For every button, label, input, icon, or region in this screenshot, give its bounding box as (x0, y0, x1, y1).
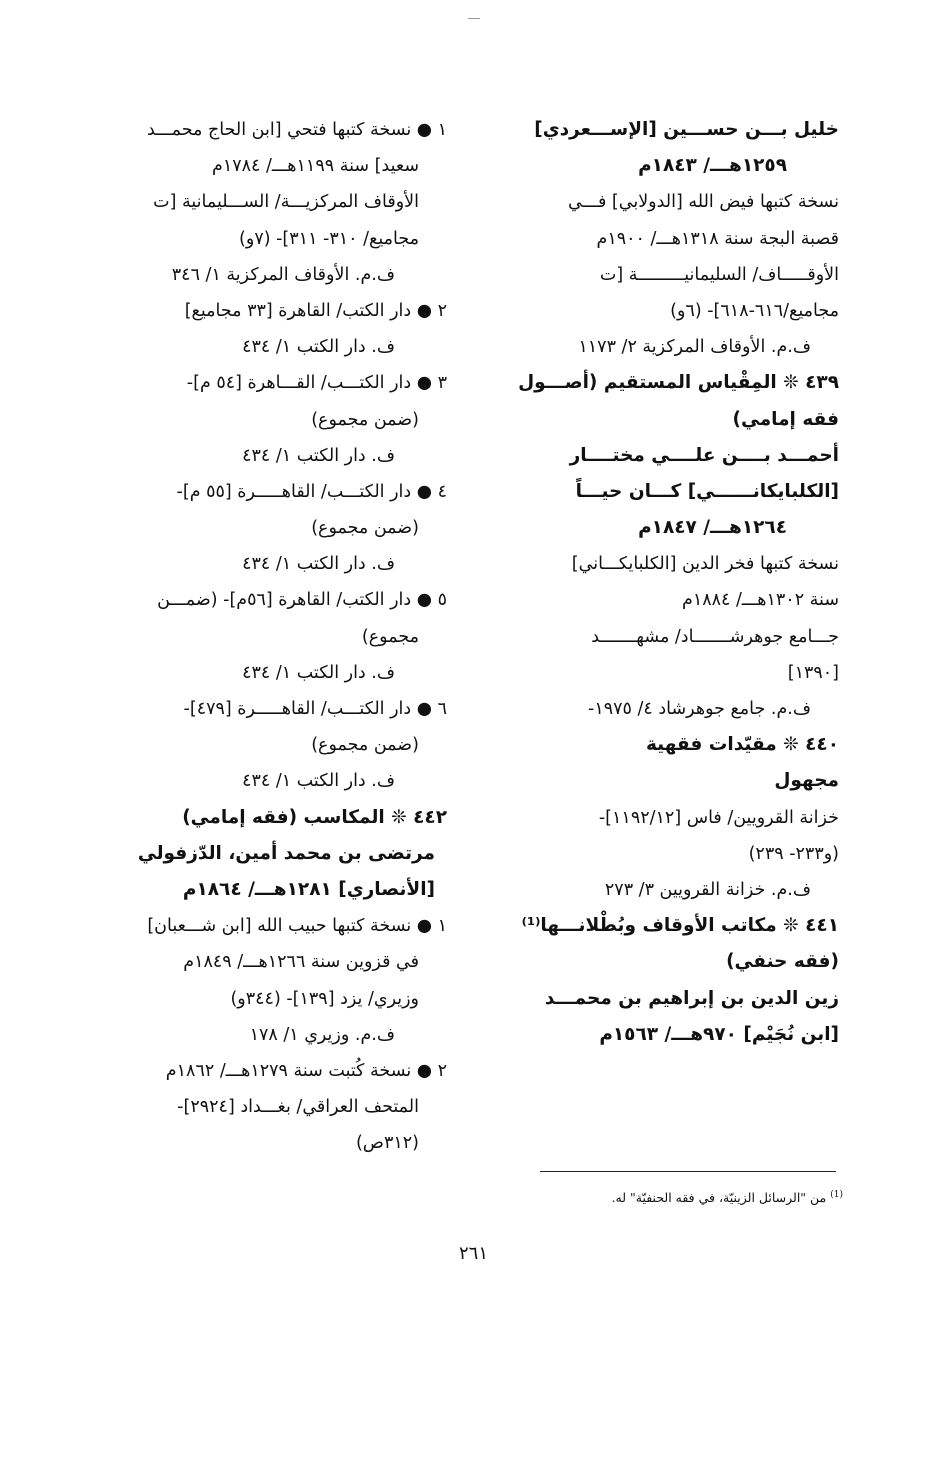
right-column-line: سنة ١٣٠٢هـــ/ ١٨٨٤م (681, 590, 839, 611)
left-column-line: [الأنصاري] ١٢٨١هـــ/ ١٨٦٤م (182, 878, 435, 900)
right-column-line: أحمـــد بــــن علــــي مختــــار (569, 444, 839, 466)
right-column-line: نسخة كتبها فخر الدين [الكلبايكـــاني] (571, 554, 839, 575)
right-column-line: الأوقـــــاف/ السليمانيـــــــــة [ت (599, 264, 839, 285)
right-column-line: ٤٣٩ ❊ المِقْياس المستقيم (أصـــول (518, 372, 839, 394)
left-column-line: ٢ ● نسخة كُتبت سنة ١٢٧٩هـــ/ ١٨٦٢م (165, 1060, 447, 1081)
footnote-marker: (1) (830, 1190, 843, 1200)
right-column-line: (فقه حنفي) (726, 951, 839, 973)
left-column-line: الأوقاف المركزيـــة/ الســـليمانية [ت (153, 192, 419, 213)
left-column (102, 112, 447, 1161)
left-column-line: مجاميع/ ٣١٠- ٣١١]- (٧و) (239, 228, 419, 249)
left-column-line: في قزوين سنة ١٢٦٦هـــ/ ١٨٤٩م (183, 952, 419, 973)
left-column-line: ف.م. الأوقاف المركزية ١/ ٣٤٦ (171, 264, 395, 285)
right-column-line: ١٢٥٩هـــ/ ١٨٤٣م (638, 155, 787, 177)
right-column-line: [١٣٩٠] (787, 662, 839, 683)
right-column-line: نسخة كتبها فيض الله [الدولابي] فـــي (568, 192, 839, 213)
right-column-line: فقه إمامي) (732, 408, 839, 430)
left-column-line: وزيري/ يزد [١٣٩]- (٣٤٤و) (230, 988, 419, 1009)
left-column-line: ف. دار الكتب ١/ ٤٣٤ (242, 554, 395, 575)
left-column-line: مرتضى بن محمد أمين، الدّزفولي (137, 842, 435, 864)
left-column-line: ٤ ● دار الكتـــب/ القاهـــــرة [٥٥ م]- (176, 481, 447, 502)
right-column (499, 112, 839, 1053)
right-column-line: خزانة القرويين/ فاس [١١٩٢/١٢]- (598, 807, 839, 828)
right-column-line: ٤٤١ ❊ مكاتب الأوقاف وبُطْلانـــها⁽¹⁾ (521, 915, 839, 937)
right-column-line: جـــامع جوهرشـــــــاد/ مشهـــــــد (591, 626, 839, 647)
left-column-line: سعيد] سنة ١١٩٩هـــ/ ١٧٨٤م (212, 156, 419, 177)
top-mark (468, 18, 480, 19)
right-column-line: مجاميع/٦١٦-٦١٨]- (٦و) (670, 300, 839, 321)
footnote (483, 1190, 843, 1205)
left-column-line: (ضمن مجموع) (311, 409, 419, 430)
right-column-line: ف.م. الأوقاف المركزية ٢/ ١١٧٣ (578, 337, 811, 358)
right-column-line: ف.م. جامع جوهرشاد ٤/ ١٩٧٥- (588, 699, 811, 719)
right-column-line: زين الدين بن إبراهيم بن محمـــد (544, 987, 839, 1009)
left-column-line: ٣ ● دار الكتـــب/ القـــاهرة [٥٤ م]- (186, 373, 447, 394)
right-column-line: ١٢٦٤هـــ/ ١٨٤٧م (638, 517, 787, 539)
right-column-line: (و٢٣٣- ٢٣٩) (748, 843, 839, 864)
right-column-line: ف.م. خزانة القرويين ٣/ ٢٧٣ (604, 879, 811, 900)
right-column-line: [الكلبايكانــــــي] كـــان حيـــاً (575, 480, 839, 502)
left-column-line: ٢ ● دار الكتب/ القاهرة [٣٣ مجاميع] (184, 300, 447, 321)
page-number: ٢٦١ (458, 1243, 488, 1264)
left-column-line: ف.م. وزيري ١/ ١٧٨ (249, 1024, 395, 1045)
right-column-line: خليل بـــن حســـين [الإســـعردي] (534, 119, 839, 140)
left-column-line: (ضمن مجموع) (311, 518, 419, 539)
left-column-line: ١ ● نسخة كتبها فتحي [ابن الحاج محمـــد (147, 120, 447, 140)
left-column-line: المتحف العراقي/ بغـــداد [٢٩٢٤]- (177, 1097, 419, 1118)
footnote-rule (540, 1171, 836, 1172)
left-column-line: (ضمن مجموع) (311, 735, 419, 756)
right-column-line: قصبة البجة سنة ١٣١٨هـــ/ ١٩٠٠م (596, 228, 839, 249)
left-column-line: ٦ ● دار الكتـــب/ القاهـــــرة [٤٧٩]- (183, 699, 447, 719)
left-column-line: ٤٤٢ ❊ المكاسب (فقه إمامي) (182, 806, 447, 828)
right-column-line: ٤٤٠ ❊ مقيّدات فقهية (645, 734, 839, 756)
right-column-line: مجهول (774, 770, 839, 792)
right-column-line: [ابن نُجَيْم] ٩٧٠هـــ/ ١٥٦٣م (599, 1023, 839, 1045)
left-column-line: (٣١٢ص) (355, 1133, 419, 1154)
left-column-line: مجموع) (361, 626, 419, 647)
footnote-text: من "الرسائل الزينيّة، في فقه الحنفيّة" له. (611, 1190, 827, 1206)
left-column-line: ٥ ● دار الكتب/ القاهرة [٥٦م]- (ضمـــن (157, 590, 447, 611)
left-column-line: ف. دار الكتب ١/ ٤٣٤ (242, 662, 395, 683)
left-column-line: ف. دار الكتب ١/ ٤٣٤ (242, 771, 395, 792)
left-column-line: ف. دار الكتب ١/ ٤٣٤ (242, 337, 395, 358)
left-column-line: ف. دار الكتب ١/ ٤٣٤ (242, 445, 395, 466)
left-column-line: ١ ● نسخة كتبها حبيب الله [ابن شـــعبان] (147, 916, 447, 937)
